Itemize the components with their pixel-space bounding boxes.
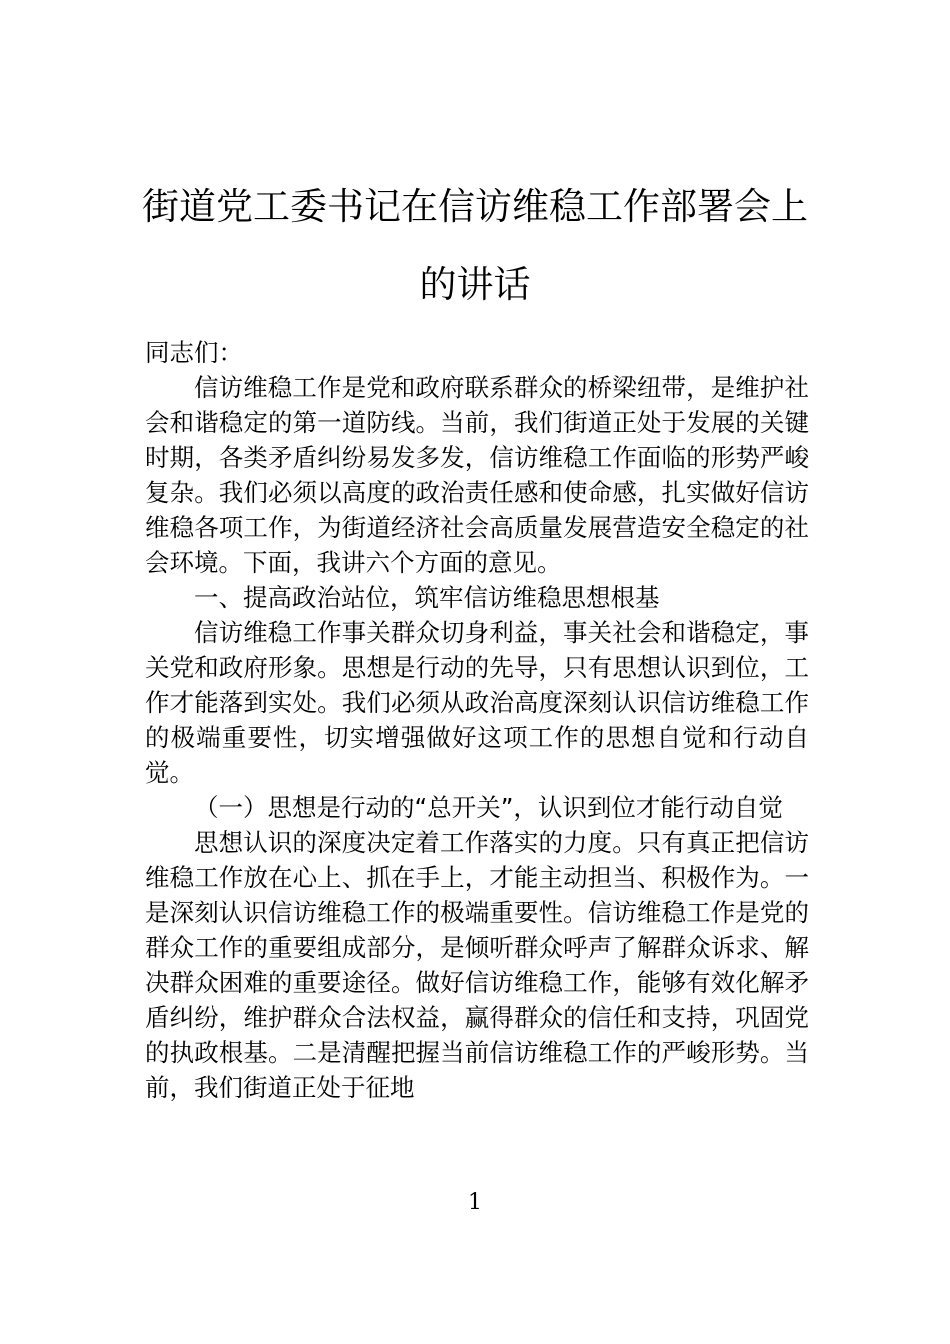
title-line-1: 街道党工委书记在信访维稳工作部署会上 [142,185,808,228]
paragraph-section-1: 信访维稳工作事关群众切身利益，事关社会和谐稳定，事关党和政府形象。思想是行动的先导，只有思想认识到位，工作才能落到实处。我们必须从政治高度深刻认识信访维稳工作的极端重要性，切实增强做好这项工作的思想自觉和行动自觉。 [145,618,809,787]
salutation: 同志们： [145,338,243,367]
paragraph-subsection-1: 思想认识的深度决定着工作落实的力度。只有真正把信访维稳工作放在心上、抓在手上，才能主动担当、积极作为。一是深刻认识信访维稳工作的极端重要性。信访维稳工作是党的群众工作的重要组成部分，是倾听群众呼声了解群众诉求、解决群众困难的重要途径。做好信访维稳工作，能够有效化解矛盾纠纷，维护群众合法权益，赢得群众的信任和支持，巩固党的执政根基。二是清醒把握当前信访维稳工作的严峻形势。当前，我们街道正处于征地 [145,828,809,1102]
subsection-heading-1: （一）思想是行动的“总开关”，认识到位才能行动自觉 [194,793,783,822]
page-number: 1 [468,1190,482,1215]
document-body [145,335,809,1105]
document-title [100,168,850,324]
title-line-2: 的讲话 [419,263,531,306]
paragraph-intro: 信访维稳工作是党和政府联系群众的桥梁纽带，是维护社会和谐稳定的第一道防线。当前，我们街道正处于发展的关键时期，各类矛盾纠纷易发多发，信访维稳工作面临的形势严峻复杂。我们必须以高度的政治责任感和使命感，扎实做好信访维稳各项工作，为街道经济社会高质量发展营造安全稳定的社会环境。下面，我讲六个方面的意见。 [145,373,809,577]
section-heading-1: 一、提高政治站位，筑牢信访维稳思想根基 [194,583,660,612]
